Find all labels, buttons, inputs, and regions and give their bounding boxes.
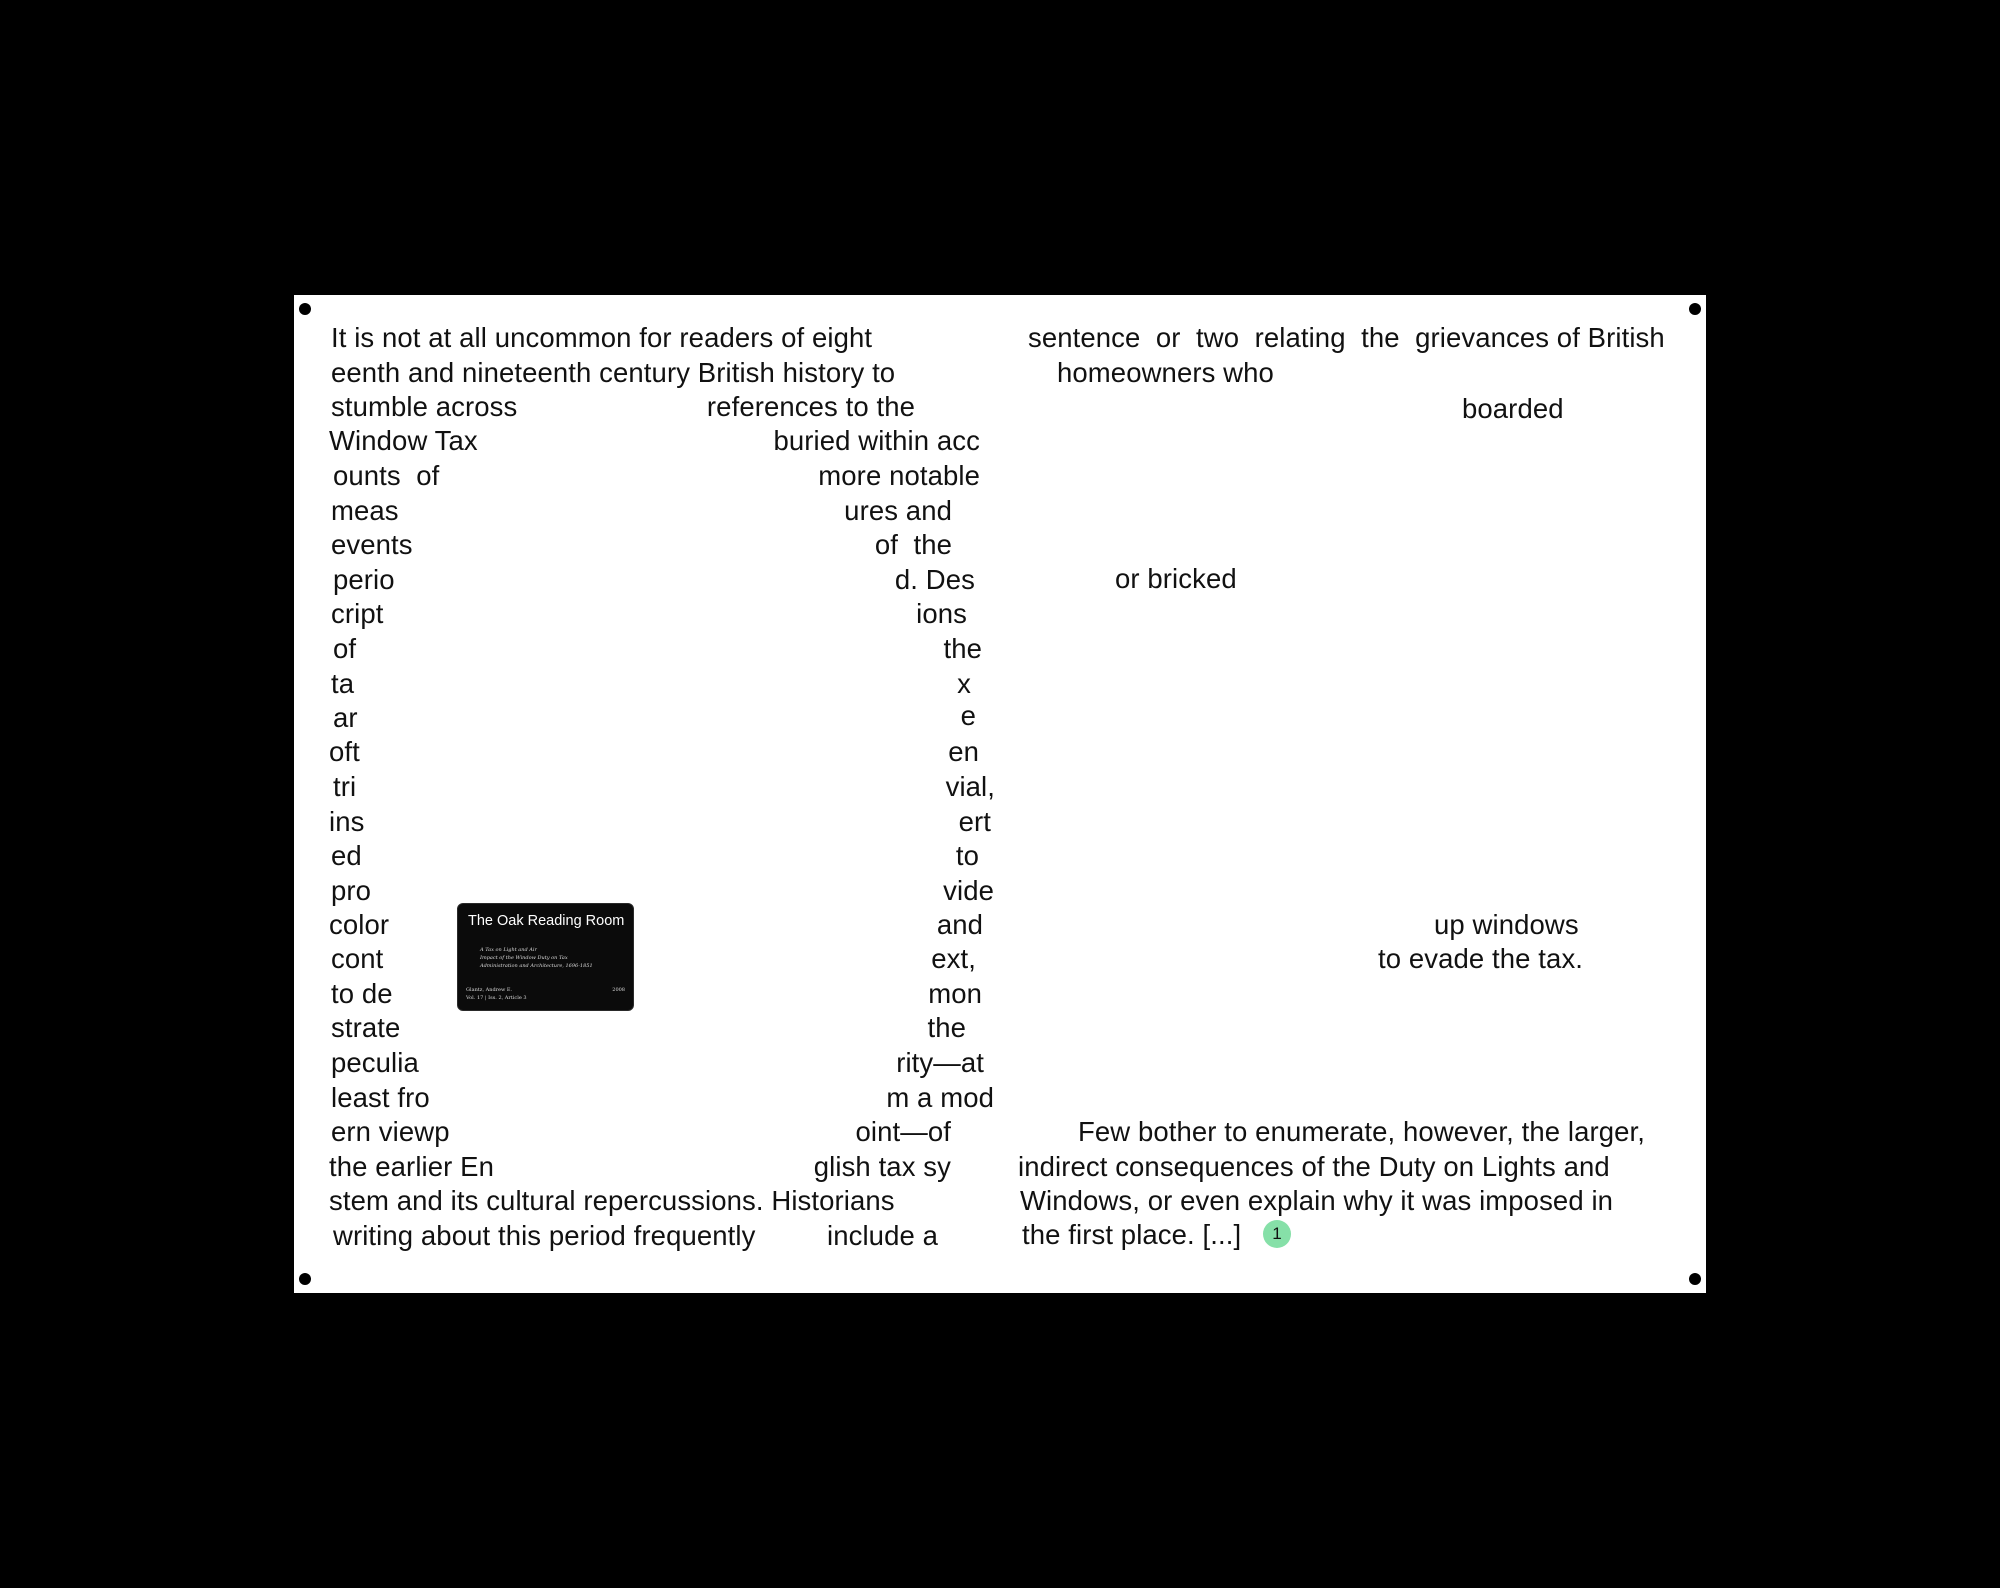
text-line: ar	[333, 702, 358, 733]
text-line: to de	[331, 978, 393, 1009]
card-title: The Oak Reading Room	[468, 913, 625, 929]
text-line: stem and its cultural repercussions. Historians	[329, 1185, 895, 1216]
text-line: least fro	[331, 1082, 430, 1113]
text-line: tri	[333, 771, 357, 802]
text-line: to	[955, 840, 979, 871]
text-line: vial,	[945, 771, 995, 802]
text-line: ext,	[931, 943, 976, 974]
text-line: more notable	[818, 460, 980, 491]
text-line: writing about this period frequently	[333, 1220, 756, 1251]
card-meta-line: A Tax on Light and Air	[480, 947, 537, 953]
text-line: ta	[331, 668, 355, 699]
corner-dot	[1689, 303, 1701, 315]
text-line: Few bother to enumerate, however, the larger,	[1078, 1116, 1646, 1147]
card-volume: Vol. 17 | Iss. 2, Article 3	[466, 995, 527, 1001]
text-line: to evade the tax.	[1378, 943, 1584, 974]
text-line: up windows	[1434, 909, 1579, 940]
text-line: en	[948, 736, 979, 767]
text-line: x	[957, 668, 971, 699]
text-line: mon	[928, 978, 982, 1009]
text-line: and	[936, 909, 983, 940]
text-line: of the	[874, 529, 952, 560]
text-line: the first place. [...]	[1022, 1219, 1242, 1250]
text-line: color	[329, 909, 390, 940]
text-line: glish tax sy	[813, 1151, 951, 1182]
text-line: oft	[329, 736, 360, 767]
text-line: Window Tax	[329, 425, 478, 456]
footnote-badge[interactable]: 1	[1263, 1220, 1291, 1248]
card-meta-line: Administration and Architecture, 1696-1851	[480, 963, 593, 969]
text-line: ert	[958, 806, 991, 837]
text-line: buried within acc	[773, 425, 980, 456]
corner-dot	[299, 303, 311, 315]
text-line: cript	[331, 598, 384, 629]
text-line: homeowners who	[1057, 357, 1274, 388]
text-line: eenth and nineteenth century British history to	[331, 357, 896, 388]
text-line: indirect consequences of the Duty on Lights and	[1018, 1151, 1610, 1182]
text-line: include a	[827, 1220, 938, 1251]
text-line: e	[960, 700, 976, 731]
text-line: oint—of	[855, 1116, 951, 1147]
card-author: Glantz, Andrew E.	[466, 987, 513, 993]
text-line: ed	[331, 840, 362, 871]
card-year: 2008	[612, 987, 625, 993]
text-line: events	[331, 529, 413, 560]
text-line: ures and	[844, 495, 952, 526]
text-line: peculia	[331, 1047, 419, 1078]
text-line: or bricked	[1115, 563, 1237, 594]
text-line: ounts of	[333, 460, 440, 491]
text-line: strate	[331, 1012, 401, 1043]
text-line: cont	[331, 943, 384, 974]
corner-dot	[299, 1273, 311, 1285]
text-line: ern viewp	[331, 1116, 450, 1147]
corner-dot	[1689, 1273, 1701, 1285]
text-line: the	[927, 1012, 966, 1043]
text-line: rity—at	[896, 1047, 984, 1078]
text-line: perio	[333, 564, 395, 595]
text-line: boarded	[1462, 393, 1564, 424]
text-line: ins	[329, 806, 365, 837]
text-line: meas	[331, 495, 399, 526]
text-line: stumble across	[331, 391, 518, 422]
text-line: Windows, or even explain why it was imposed in	[1020, 1185, 1614, 1216]
text-line: the	[943, 633, 982, 664]
text-line: m a mod	[886, 1082, 994, 1113]
text-line: references to the	[706, 391, 915, 422]
text-line: the earlier En	[329, 1151, 494, 1182]
text-line: of	[333, 633, 357, 664]
text-line: It is not at all uncommon for readers of eight	[331, 322, 873, 353]
text-line: sentence or two relating the grievances of British	[1028, 322, 1665, 353]
text-line: vide	[943, 875, 994, 906]
card-meta-line: Impact of the Window Duty on Tax	[480, 955, 568, 961]
reading-room-card[interactable]	[457, 903, 634, 1011]
text-line: d. Des	[894, 564, 975, 595]
text-line: pro	[331, 875, 372, 906]
text-line: ions	[916, 598, 967, 629]
